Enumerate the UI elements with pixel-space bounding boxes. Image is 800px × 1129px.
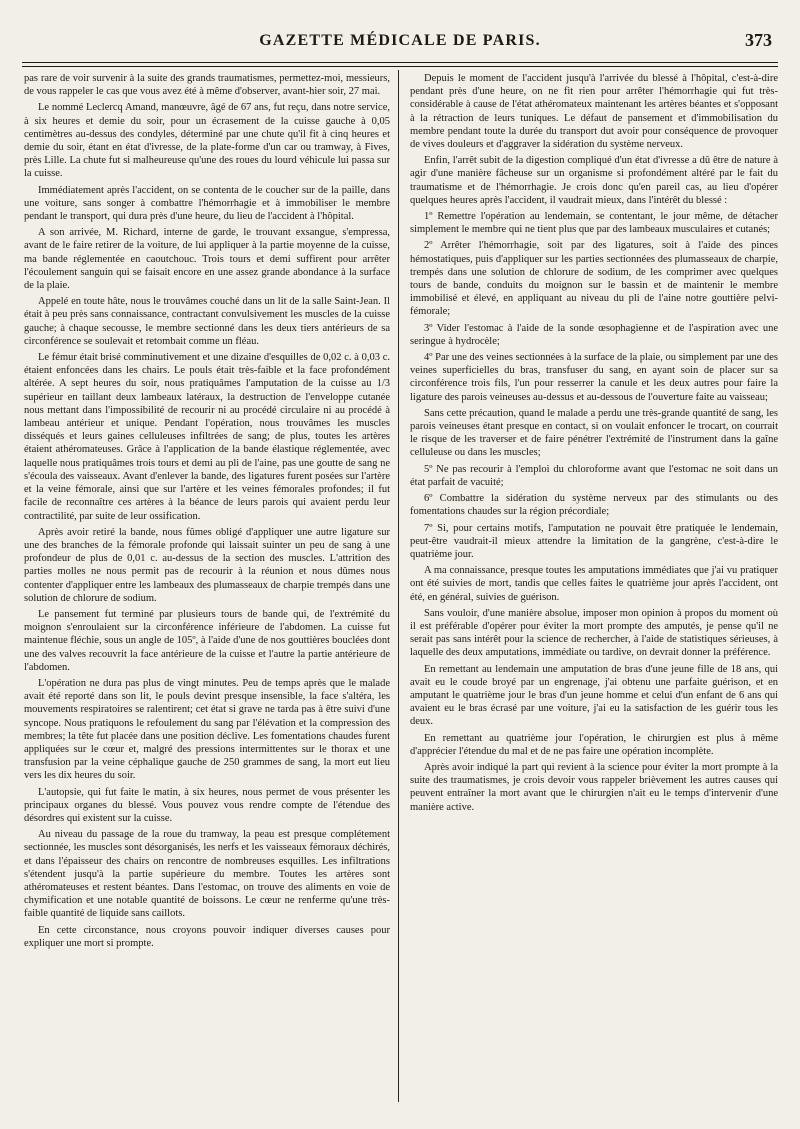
left-column bbox=[24, 72, 390, 953]
numbered-item: 1º Remettre l'opération au lendemain, se contentant, le jour même, de détacher simplement le membre qui ne tient plus que par des lambeaux musculaires et cutanés; bbox=[410, 211, 778, 236]
right-column bbox=[410, 72, 778, 817]
numbered-item: 2º Arrêter l'hémorrhagie, soit par des ligatures, soit à l'aide des pinces hémostatiques, puis d'appliquer sur les parties sectionnées des plumasseaux de charpie, trempés dans une solution de chlorure de sodium, de les comprimer avec quelques tours de bande, conduits du moignon sur le bassin et de maintenir le membre immobilisé et élevé, en appliquant au niveau du pli de l'aine notre gouttière pelvi-fémorale; bbox=[410, 240, 778, 318]
paragraph: Le nommé Leclercq Amand, manœuvre, âgé de 67 ans, fut reçu, dans notre service, à six heures et demie du soir, pour un écrasement de la cuisse gauche à 0,05 centimètres au-dessus des condyles, déterminé par une chute qu'il fit à cinq heures et demie du soir, étant en état d'ivresse, de la plate-forme d'un car ou tramway, à Fives, près Lille. La chute fut si malheureuse qu'une des roues du lourd véhicule lui passa sur la cuisse. bbox=[24, 102, 390, 180]
paragraph: Sans cette précaution, quand le malade a perdu une très-grande quantité de sang, les parois veineuses étant presque en contact, si on voulait enfoncer le trocart, on courrait le risque de les traverser et de faire pénétrer l'extrémité de l'instrument dans la gaîne celluleuse ou dans les muscles; bbox=[410, 407, 778, 459]
paragraph: Immédiatement après l'accident, on se contenta de le coucher sur de la paille, dans une voiture, sans songer à combattre l'hémorrhagie et à immobiliser le membre pendant le transport, qui dura près d'une heure, du lieu de l'accident à l'hôpital. bbox=[24, 184, 390, 223]
numbered-item: 5º Ne pas recourir à l'emploi du chloroforme avant que l'estomac ne soit dans un état parfait de vacuité; bbox=[410, 463, 778, 488]
paragraph: A ma connaissance, presque toutes les amputations immédiates que j'ai vu pratiquer ont été suivies de mort, tandis que celles faites le quatrième jour après l'accident, ont été, en général, suivies de guérison. bbox=[410, 565, 778, 603]
paragraph: L'autopsie, qui fut faite le matin, à six heures, nous permet de vous présenter les principaux organes du blessé. Vous pouvez vous rendre compte de l'étendue des désordres qui existent sur la cuisse. bbox=[24, 786, 390, 824]
paragraph: Après avoir indiqué la part qui revient à la science pour éviter la mort prompte à la suite des traumatismes, je crois devoir vous rappeler brièvement les autres causes qui peuvent entraîner la mort avant que le chirurgien n'ait eu le temps d'intervenir d'une manière active. bbox=[410, 761, 778, 813]
header-rule-thin bbox=[22, 66, 778, 67]
numbered-item: 3º Vider l'estomac à l'aide de la sonde œsophagienne et de l'aspiration avec une seringue à hydrocèle; bbox=[410, 322, 778, 347]
paragraph: Le fémur était brisé comminutivement et une dizaine d'esquilles de 0,02 c. à 0,03 c. étaient enfoncées dans les chairs. Le pouls était très-faible et la face profondément altérée. A sept heures du soir, nous pratiquâmes l'amputation de la cuisse au 1/3 supérieur en taillant deux lambeaux latéraux, la destruction de l'enveloppe cutanée nous mettant dans l'impossibilité de recourir ni au procédé circulaire ni au procédé à lambeau antérieur et unique. Pendant l'opération, nous trouvâmes les muscles disséqués et leurs gaines celluleuses infiltrées de sang; de plus, toutes les artères étaient athéromateuses. Grâce à l'application de la bande élastique réglementée, avec laquelle nous pratiquâmes trois tours et demi au pli de l'aine, pas une goutte de sang ne s'écoula des vaisseaux. Avant d'enlever la bande, des ligatures furent posées sur l'artère et la veine fémorale, ainsi que sur l'artère et les veines fémorales profondes; il fut facile de reconnaître ces artères à la béance de leurs parois qui avaient perdu leur contractilité, par suite de leur ossification. bbox=[24, 352, 390, 522]
paragraph: Le pansement fut terminé par plusieurs tours de bande qui, de l'extrémité du moignon s'enroulaient sur la circonférence inférieure de l'abdomen. La cuisse fut maintenue fléchie, sous un angle de 105º, à l'aide d'une de nos gouttières bouclées dont une des valves recouvrit la face antérieure de la cuisse et l'autre la partie antérieure de l'abdomen. bbox=[24, 608, 390, 673]
numbered-item: 6º Combattre la sidération du système nerveux par des stimulants ou des fomentations chaudes sur la région précordiale; bbox=[410, 493, 778, 518]
paragraph: Enfin, l'arrêt subit de la digestion compliqué d'un état d'ivresse a dû être de nature à agir d'une manière fâcheuse sur un organisme si profondément altéré par le fait du traumatisme et de l'hémorrhagie. Je crois donc qu'en pareil cas, au lieu d'opérer quelques heures après l'accident, il vaudrait mieux, dans l'intérêt du blessé : bbox=[410, 155, 778, 206]
paragraph: L'opération ne dura pas plus de vingt minutes. Peu de temps après que le malade avait été reporté dans son lit, le pouls devint presque insensible, la face s'altéra, les mouvements respiratoires se ralentirent; cet état si grave ne tarda pas à être suivi d'une syncope. Nous pratiquons le refoulement du sang par l'élévation et la compression des membres; la tête fut placée dans une position déclive. Les fomentations chaudes furent appliquées sur le cœur et, malgré des pressions intermittentes sur le thorax et une transfusion par la veine céphalique gauche de 250 grammes de sang, la mort eut lieu vers les dix heures du soir. bbox=[24, 677, 390, 782]
paragraph: A son arrivée, M. Richard, interne de garde, le trouvant exsangue, s'empressa, avant de le faire retirer de la voiture, de lui appliquer à la partie moyenne de la cuisse, ma bande réglementée en caoutchouc. Trois tours et demi suffirent pour arrêter l'écoulement sanguin qui se faisait encore en une assez grande abondance à la surface de la plaie. bbox=[24, 227, 390, 292]
paragraph: pas rare de voir survenir à la suite des grands traumatismes, permettez-moi, messieurs, de vous rappeler le cas que vous avez été à même d'observer, avant-hier soir, 27 mai. bbox=[24, 73, 390, 98]
paragraph: Sans vouloir, d'une manière absolue, imposer mon opinion à propos du moment où il est préférable d'opérer pour éviter la mort prompte des amputés, je pense qu'il ne serait pas sans intérêt pour la science de rechercher, à l'aide de statistiques sérieuses, à laquelle des deux amputations, immédiate ou tardive, on devrait donner la préférence. bbox=[410, 607, 778, 659]
paragraph: Après avoir retiré la bande, nous fûmes obligé d'appliquer une autre ligature sur une des branches de la fémorale profonde qui laissait suinter un peu de sang à une profondeur de plus de 0,01 c. au-dessus de la section des muscles. L'attrition des parties molles ne nous permit pas de recourir à la réunion et nous dûmes nous contenter d'appliquer entre les lambeaux des plumasseaux de charpie trempés dans une solution de chlorure de sodium. bbox=[24, 526, 390, 604]
header-rule-thick bbox=[22, 62, 778, 63]
paragraph: Depuis le moment de l'accident jusqu'à l'arrivée du blessé à l'hôpital, c'est-à-dire pendant près d'une heure, on ne fit rien pour arrêter l'hémorrhagie qui fut très-considérable à cause de l'état athéromateux maintenant les artères béantes et s'opposant à la rétraction de leurs tuniques. Le défaut de pansement et d'immobilisation du membre pendant toute la durée du transport dut avoir pour conséquence de provoquer de vives douleurs et d'aggraver la sidération du système nerveux. bbox=[410, 73, 778, 151]
numbered-item: 4º Par une des veines sectionnées à la surface de la plaie, ou simplement par une des veines superficielles du bras, transfuser du sang, en ayant soin de placer sur sa circonférence trois fils, l'un pour resserrer la canule et les deux autres pour faire la ligature des parois veineuses au-dessus et au-dessous de l'ouverture faite au vaisseau; bbox=[410, 352, 779, 403]
numbered-item: 7º Si, pour certains motifs, l'amputation ne pouvait être pratiquée le lendemain, peut-être vaudrait-il mieux attendre la limitation de la gangrène, c'est-à-dire le quatrième jour. bbox=[410, 522, 778, 560]
page-number: 373 bbox=[745, 30, 772, 50]
paragraph: En cette circonstance, nous croyons pouvoir indiquer diverses causes pour expliquer une mort si prompte. bbox=[24, 924, 390, 949]
paragraph: Appelé en toute hâte, nous le trouvâmes couché dans un lit de la salle Saint-Jean. Il était à peu près sans connaissance, contractant convulsivement les muscles de la cuisse gauche; à chaque secousse, le membre sectionné dans les deux tiers antérieurs de sa circonférence se soulevait et retombait comme un fléau. bbox=[24, 296, 390, 347]
column-divider bbox=[398, 70, 399, 1102]
paragraph: En remettant au quatrième jour l'opération, le chirurgien est plus à même d'apprécier l'étendue du mal et de ne pas faire une opération incomplète. bbox=[410, 732, 778, 757]
paragraph: Au niveau du passage de la roue du tramway, la peau est presque complétement sectionnée, les muscles sont désorganisés, les nerfs et les vaisseaux fémoraux déchirés, et dans l'épaisseur des chairs on rencontre de nombreuses esquilles. Les infiltrations s'étendent jusqu'à la partie supérieure du membre. Toutes les artères sont athéromateuses et restent béantes. Dans l'estomac, on trouve des aliments en voie de chymification et une notable quantité de boissons. Le cœur ne renferme qu'une très-faible quantité de liquide sans caillots. bbox=[24, 829, 390, 920]
journal-title: GAZETTE MÉDICALE DE PARIS. bbox=[259, 32, 541, 49]
page-header bbox=[14, 30, 786, 62]
paragraph: En remettant au lendemain une amputation de bras d'une jeune fille de 18 ans, qui avait eu le coude broyé par un engrenage, j'ai obtenu une parfaite guérison, et en amputant le quatrième jour le bras d'un jeune homme et celui d'un enfant de 6 ans qui avaient eu le bras écrasé par une voiture, j'ai eu la satisfaction de les guérir tous les deux. bbox=[410, 663, 778, 728]
